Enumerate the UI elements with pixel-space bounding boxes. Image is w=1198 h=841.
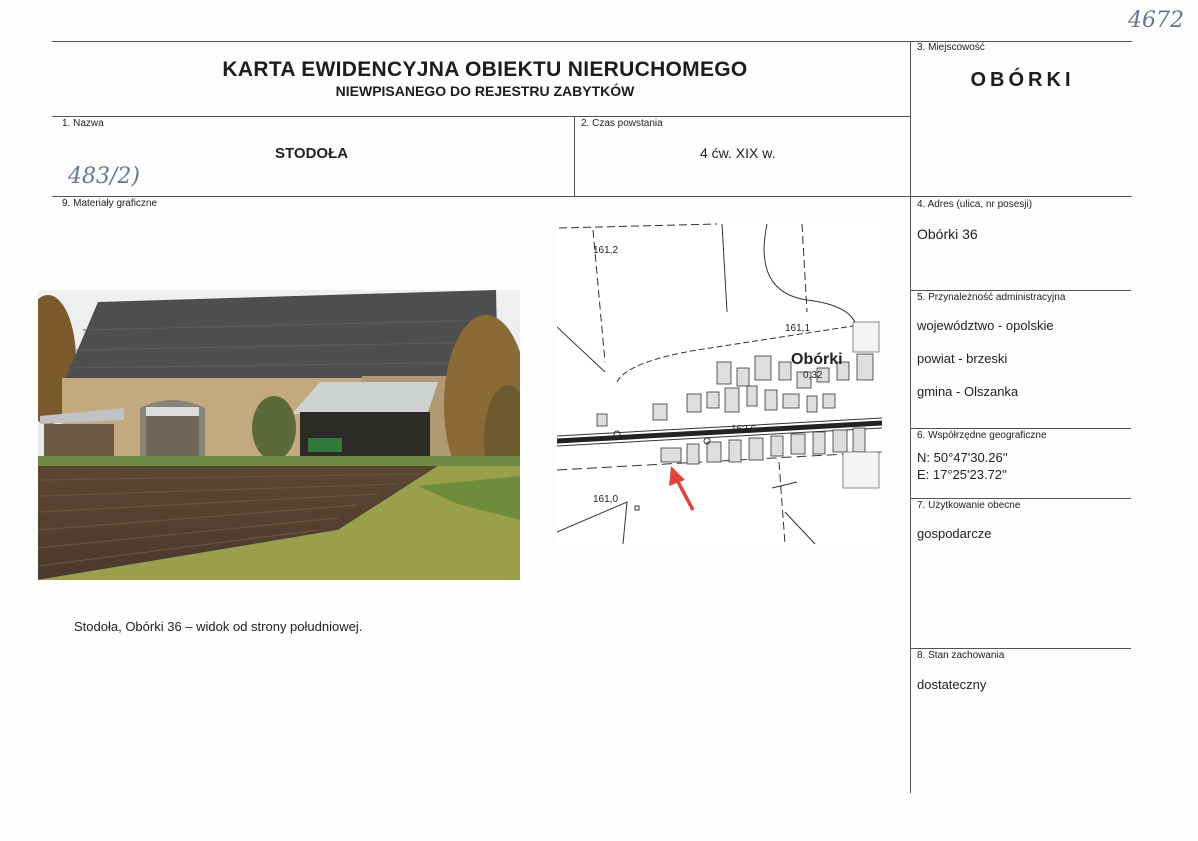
admin-divider [910,428,1131,429]
graphics-label: 9. Materiały graficzne [62,198,158,209]
condition-label: 8. Stan zachowania [917,650,1005,661]
handwritten-note: 483/2) [68,164,140,189]
admin-county: powiat - brzeski [917,351,1008,366]
usage-value: gospodarcze [917,526,992,541]
address-label: 4. Adres (ulica, nr posesji) [917,199,1033,210]
date-label: 2. Czas powstania [581,118,663,129]
date-value: 4 ćw. XIX w. [700,145,776,161]
handwritten-inventory-number: 4672 [1128,8,1184,33]
main-column-divider [910,41,911,793]
address-value: Obórki 36 [917,226,978,242]
header-divider [52,116,910,117]
usage-label: 7. Użytkowanie obecne [917,500,1021,511]
document-subtitle: NIEWPISANEGO DO REJESTRU ZABYTKÓW [335,83,635,99]
locality-label: 3. Miejscowość [917,42,985,53]
map-elevation-4: 162,6 [731,424,757,435]
admin-label: 5. Przynależność administracyjna [917,292,1066,303]
map-elevation-5: 161,0 [593,494,619,505]
map-elevation-1: 161,2 [593,245,619,256]
barn-photo [38,290,520,580]
map-village-name: Obórki [791,351,843,368]
map-elevation-3: 0,32 [803,370,823,381]
coords-longitude: E: 17°25'23.72'' [917,467,1007,482]
photo-caption: Stodoła, Obórki 36 – widok od strony południowej. [74,619,363,634]
document-title: KARTA EWIDENCYJNA OBIEKTU NIERUCHOMEGO [222,58,748,81]
condition-value: dostateczny [917,677,987,692]
name-label: 1. Nazwa [62,118,104,129]
locality-value: OBÓRKI [970,69,1075,91]
address-divider [910,290,1131,291]
name-value: STODOŁA [275,145,349,162]
coords-divider [910,498,1131,499]
admin-commune: gmina - Olszanka [917,384,1019,399]
location-map [557,222,882,547]
name-date-divider [574,116,575,196]
coords-label: 6. Współrzędne geograficzne [917,430,1047,441]
usage-divider [910,648,1131,649]
map-elevation-2: 161,1 [785,323,811,334]
coords-latitude: N: 50°47'30.26'' [917,450,1008,465]
name-row-divider [52,196,1132,197]
admin-voivodeship: województwo - opolskie [917,318,1054,333]
